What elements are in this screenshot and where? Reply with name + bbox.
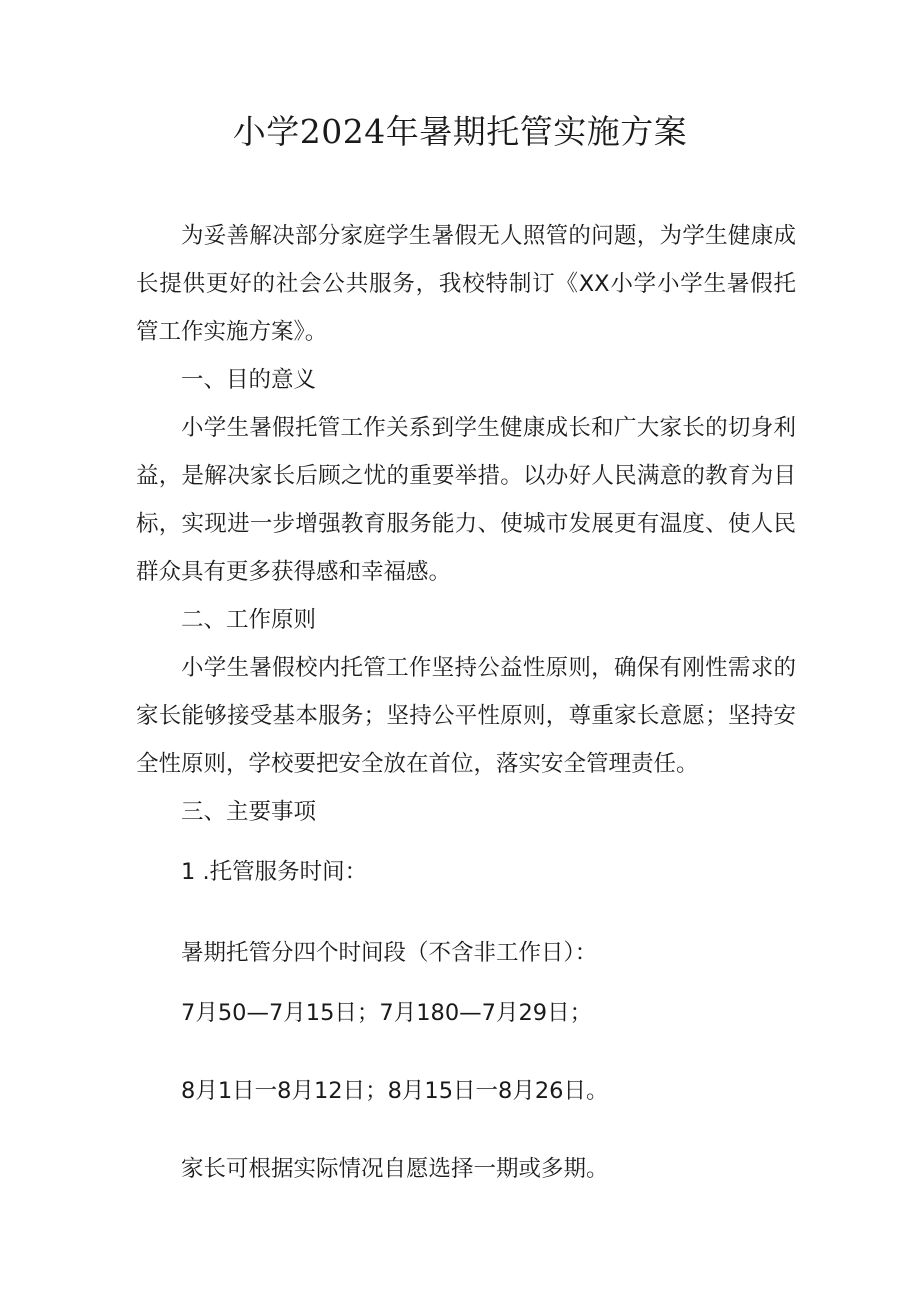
list-item-service-time: 1 .托管服务时间： (181, 859, 368, 885)
list-item-august-periods: 8月1日一8月12日；8月15日一8月26日。 (181, 1078, 609, 1104)
section-heading-purpose: 一、目的意义 (181, 367, 317, 393)
section-paragraph-purpose: 小学生暑假托管工作关系到学生健康成长和广大家长的切身利益，是解决家长后顾之忧的重要举措。以办好人民满意的教育为目标，实现进一步增强教育服务能力、使城市发展更有温度、使人民群众具有更多获得感和幸福感。 (136, 415, 796, 585)
document-title: 小学2024年暑期托管实施方案 (232, 112, 688, 151)
document-body (136, 212, 796, 1193)
section-heading-main-items: 三、主要事项 (181, 799, 317, 825)
list-item-july-periods: 7月50—7月15日；7月180—7月29日； (181, 1000, 593, 1026)
section-heading-principles: 二、工作原则 (181, 607, 317, 633)
list-item-parent-choice: 家长可根据实际情况自愿选择一期或多期。 (181, 1156, 609, 1182)
section-paragraph-principles: 小学生暑假校内托管工作坚持公益性原则，确保有刚性需求的家长能够接受基本服务；坚持公平性原则，尊重家长意愿；坚持安全性原则，学校要把安全放在首位，落实安全管理责任。 (136, 655, 796, 777)
intro-paragraph: 为妥善解决部分家庭学生暑假无人照管的问题，为学生健康成长提供更好的社会公共服务，我校特制订《XX小学小学生暑假托管工作实施方案》。 (136, 223, 796, 345)
list-item-periods-intro: 暑期托管分四个时间段（不含非工作日）： (181, 940, 598, 966)
